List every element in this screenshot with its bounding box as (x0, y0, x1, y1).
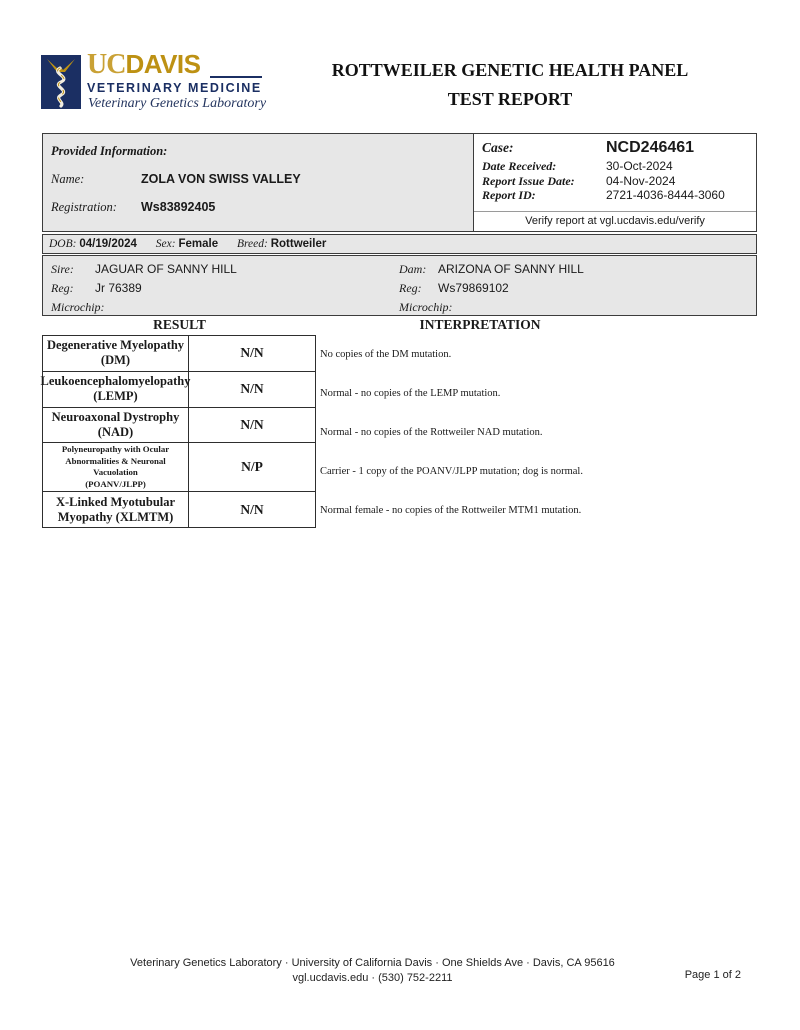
wordmark-underline (210, 76, 262, 78)
registration-row (51, 200, 465, 215)
dam-reg-row (399, 280, 584, 299)
page-title (280, 56, 740, 114)
test-result-poanv: N/P (241, 459, 263, 475)
page-title-line2: TEST REPORT (447, 89, 573, 109)
ucdavis-wordmark (87, 51, 200, 82)
report-id-row (482, 188, 748, 203)
footer-address (0, 956, 745, 986)
case-rows (474, 134, 756, 211)
table-row (43, 442, 315, 491)
report-id-value: 2721-4036-8444-3060 (606, 188, 725, 202)
interpretation-poanv: Carrier - 1 copy of the POANV/JLPP mutation; dog is normal. (320, 466, 583, 477)
results-table (42, 335, 316, 528)
sire-name: JAGUAR OF SANNY HILL (95, 262, 237, 276)
case-panel (473, 134, 756, 231)
sire-column (51, 261, 237, 318)
date-received-value: 30-Oct-2024 (606, 159, 673, 173)
sire-reg-row (51, 280, 237, 299)
test-result-lemp: N/N (240, 381, 264, 397)
test-name-xlmtm: X-Linked Myotubular Myopathy (XLMTM) (43, 492, 189, 527)
sex-value: Female (178, 238, 219, 250)
breed-value: Rottweiler (270, 238, 327, 250)
top-info-box (42, 133, 757, 232)
dam-label: Dam: (399, 262, 427, 276)
interpretation-lemp: Normal - no copies of the LEMP mutation. (320, 388, 501, 399)
parents-box (42, 255, 757, 316)
veterinary-genetics-laboratory-label: Veterinary Genetics Laboratory (88, 96, 267, 111)
dam-microchip-row (399, 299, 584, 318)
interpretation-dm: No copies of the DM mutation. (320, 349, 452, 360)
interpretation-nad: Normal - no copies of the Rottweiler NAD mutation. (320, 427, 543, 438)
test-result-xlmtm: N/N (240, 501, 264, 517)
dam-reg-value: Ws79869102 (438, 281, 509, 295)
table-row (43, 491, 315, 527)
footer-line1: Veterinary Genetics Laboratory · University of California Davis · One Shields Ave · Davis, CA 95616 (130, 957, 615, 969)
report-issue-date-value: 04-Nov-2024 (606, 173, 676, 188)
sire-reg-label: Reg: (51, 281, 74, 295)
footer-line2: vgl.ucdavis.edu · (530) 752-2211 (292, 972, 453, 984)
dam-column (399, 261, 584, 318)
name-value: ZOLA VON SWISS VALLEY (141, 172, 301, 186)
case-label: Case: (482, 140, 514, 155)
sire-reg-value: Jr 76389 (95, 281, 142, 295)
test-name-dm: Degenerative Myelopathy (DM) (43, 336, 189, 371)
registration-label: Registration: (51, 200, 117, 214)
name-row (51, 172, 465, 187)
dam-microchip-label: Microchip: (399, 300, 453, 314)
page-title-line1: ROTTWEILER GENETIC HEALTH PANEL (331, 60, 689, 80)
veterinary-medicine-label: VETERINARY MEDICINE (87, 81, 262, 95)
table-row (40, 371, 315, 407)
wordmark-uc: UC (87, 49, 126, 80)
sire-microchip-row (51, 299, 237, 318)
sire-microchip-label: Microchip: (51, 300, 105, 314)
name-label: Name: (51, 172, 85, 186)
caduceus-icon (41, 55, 81, 109)
sire-name-row (51, 261, 237, 280)
provided-information-heading: Provided Information: (51, 144, 168, 158)
interpretation-xlmtm: Normal female - no copies of the Rottweiler MTM1 mutation. (320, 505, 582, 516)
case-row (482, 139, 748, 157)
result-column-header: RESULT (153, 317, 206, 332)
table-row (43, 407, 315, 443)
report-issue-date-label: Report Issue Date: (482, 173, 575, 188)
sire-label: Sire: (51, 262, 74, 276)
date-received-row (482, 159, 748, 174)
dam-name: ARIZONA OF SANNY HILL (438, 262, 584, 276)
dam-reg-label: Reg: (399, 281, 422, 295)
verify-report-note: Verify report at vgl.ucdavis.edu/verify (474, 211, 756, 231)
case-number: NCD246461 (606, 139, 695, 156)
page-number: Page 1 of 2 (684, 969, 741, 981)
test-result-dm: N/N (240, 345, 264, 361)
table-row (43, 336, 315, 371)
breed-label: Breed: (236, 238, 268, 250)
report-issue-date-row (482, 174, 748, 189)
dob-sex-breed-row (42, 234, 757, 254)
test-name-nad: Neuroaxonal Dystrophy (NAD) (43, 408, 189, 443)
sex-label: Sex: (155, 238, 176, 250)
report-id-label: Report ID: (482, 188, 536, 202)
dam-name-row (399, 261, 584, 280)
test-name-lemp: Leukoencephalomyelopathy (LEMP) (43, 372, 189, 407)
interpretation-column-header: INTERPRETATION (419, 317, 541, 332)
interpretation-column (320, 335, 758, 530)
test-result-nad: N/N (240, 417, 264, 433)
provided-information-panel (43, 134, 473, 231)
dob-label: DOB: (49, 238, 77, 250)
date-received-label: Date Received: (482, 159, 557, 173)
test-name-poanv: Polyneuropathy with Ocular Abnormalities & Neuronal Vacuolation (POANV/JLPP) (43, 443, 189, 491)
dob-value: 04/19/2024 (79, 238, 137, 250)
registration-value: Ws83892405 (141, 200, 216, 214)
wordmark-davis: DAVIS (125, 49, 201, 79)
